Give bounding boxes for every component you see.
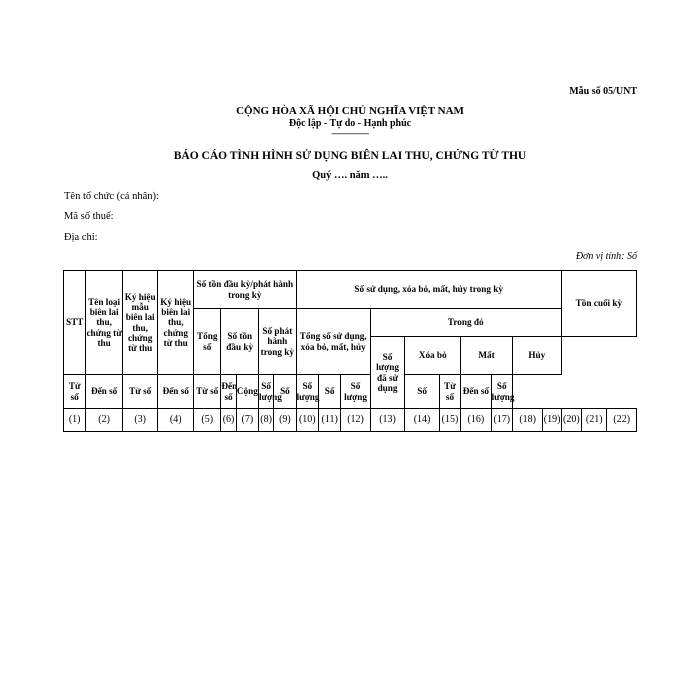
column-number: (19) [543, 409, 561, 432]
org-name-field: Tên tổ chức (cá nhân): [64, 191, 159, 202]
report-title: BÁO CÁO TÌNH HÌNH SỬ DỤNG BIÊN LAI THU, CHỨNG TỪ THU [173, 150, 527, 162]
column-number: (11) [318, 409, 340, 432]
column-number: (14) [405, 409, 440, 432]
header-qty: Số lượng [296, 375, 318, 409]
column-number: (4) [158, 409, 194, 432]
header-num: Số [318, 375, 340, 409]
column-number: (20) [561, 409, 581, 432]
header-sum: Cộng [236, 375, 258, 409]
header-from: Từ số [64, 375, 86, 409]
national-motto: Độc lập - Tự do - Hạnh phúc [288, 118, 412, 129]
header-from: Từ số [439, 375, 460, 409]
header-num: Số [405, 375, 440, 409]
header-opening-issued: Số tồn đầu kỳ/phát hành trong kỳ [194, 271, 297, 309]
header-qty: Số lượng [341, 375, 370, 409]
header-to: Đến số [221, 375, 236, 409]
column-number: (16) [461, 409, 491, 432]
column-number: (21) [582, 409, 607, 432]
address-field: Địa chỉ: [64, 232, 98, 243]
header-closing: Tồn cuối kỳ [561, 271, 636, 337]
column-number: (17) [491, 409, 512, 432]
report-period: Quý …. năm ….. [312, 170, 388, 181]
column-number: (7) [236, 409, 258, 432]
column-number: (3) [122, 409, 158, 432]
header-used-group: Số sử dụng, xóa bỏ, mất, hủy trong kỳ [296, 271, 561, 309]
tax-code-field: Mã số thuế: [64, 211, 114, 222]
header-of-which: Trong đó [370, 309, 561, 337]
column-number: (15) [439, 409, 460, 432]
column-number: (18) [512, 409, 542, 432]
national-title: CỘNG HÒA XÃ HỘI CHỦ NGHĨA VIỆT NAM [236, 105, 464, 117]
header-cancelled: Hủy [512, 337, 561, 375]
column-number: (6) [221, 409, 236, 432]
header-from: Từ số [194, 375, 221, 409]
form-number: Mẫu số 05/UNT [569, 86, 637, 97]
header-receipt-type: Tên loại biên lai thu, chứng từ thu [86, 271, 123, 375]
column-number: (22) [607, 409, 637, 432]
column-number: (2) [86, 409, 123, 432]
header-from: Từ số [122, 375, 158, 409]
column-number: (8) [259, 409, 274, 432]
header-qty-used: Số lượng đã sử dụng [370, 337, 405, 409]
column-number: (9) [274, 409, 296, 432]
header-qty: Số lượng [491, 375, 512, 409]
column-number: (10) [296, 409, 318, 432]
header-used-total: Tổng số sử dụng, xóa bỏ, mất, hủy [296, 309, 370, 375]
column-number: (1) [64, 409, 86, 432]
column-number: (5) [194, 409, 221, 432]
header-template-symbol: Ký hiệu mẫu biên lai thu, chứng từ thu [122, 271, 158, 375]
header-lost: Mất [461, 337, 513, 375]
header-stt: STT [64, 271, 86, 375]
header-to: Đến số [461, 375, 491, 409]
header-deleted: Xóa bỏ [405, 337, 461, 375]
column-number: (12) [341, 409, 370, 432]
header-receipt-symbol: Ký hiệu biên lai thu, chứng từ thu [158, 271, 194, 375]
header-qty: Số lượng [259, 375, 274, 409]
unit-note: Đơn vị tính: Số [575, 251, 637, 262]
header-to: Đến số [158, 375, 194, 409]
motto-underline: --------------- [331, 128, 369, 138]
header-num: Số [274, 375, 296, 409]
header-opening: Số tồn đầu kỳ [221, 309, 259, 375]
header-issued: Số phát hành trong kỳ [259, 309, 297, 375]
column-number-row [64, 409, 637, 432]
report-table [63, 270, 637, 432]
header-to: Đến số [86, 375, 123, 409]
column-number: (13) [370, 409, 405, 432]
header-total: Tổng số [194, 309, 221, 375]
